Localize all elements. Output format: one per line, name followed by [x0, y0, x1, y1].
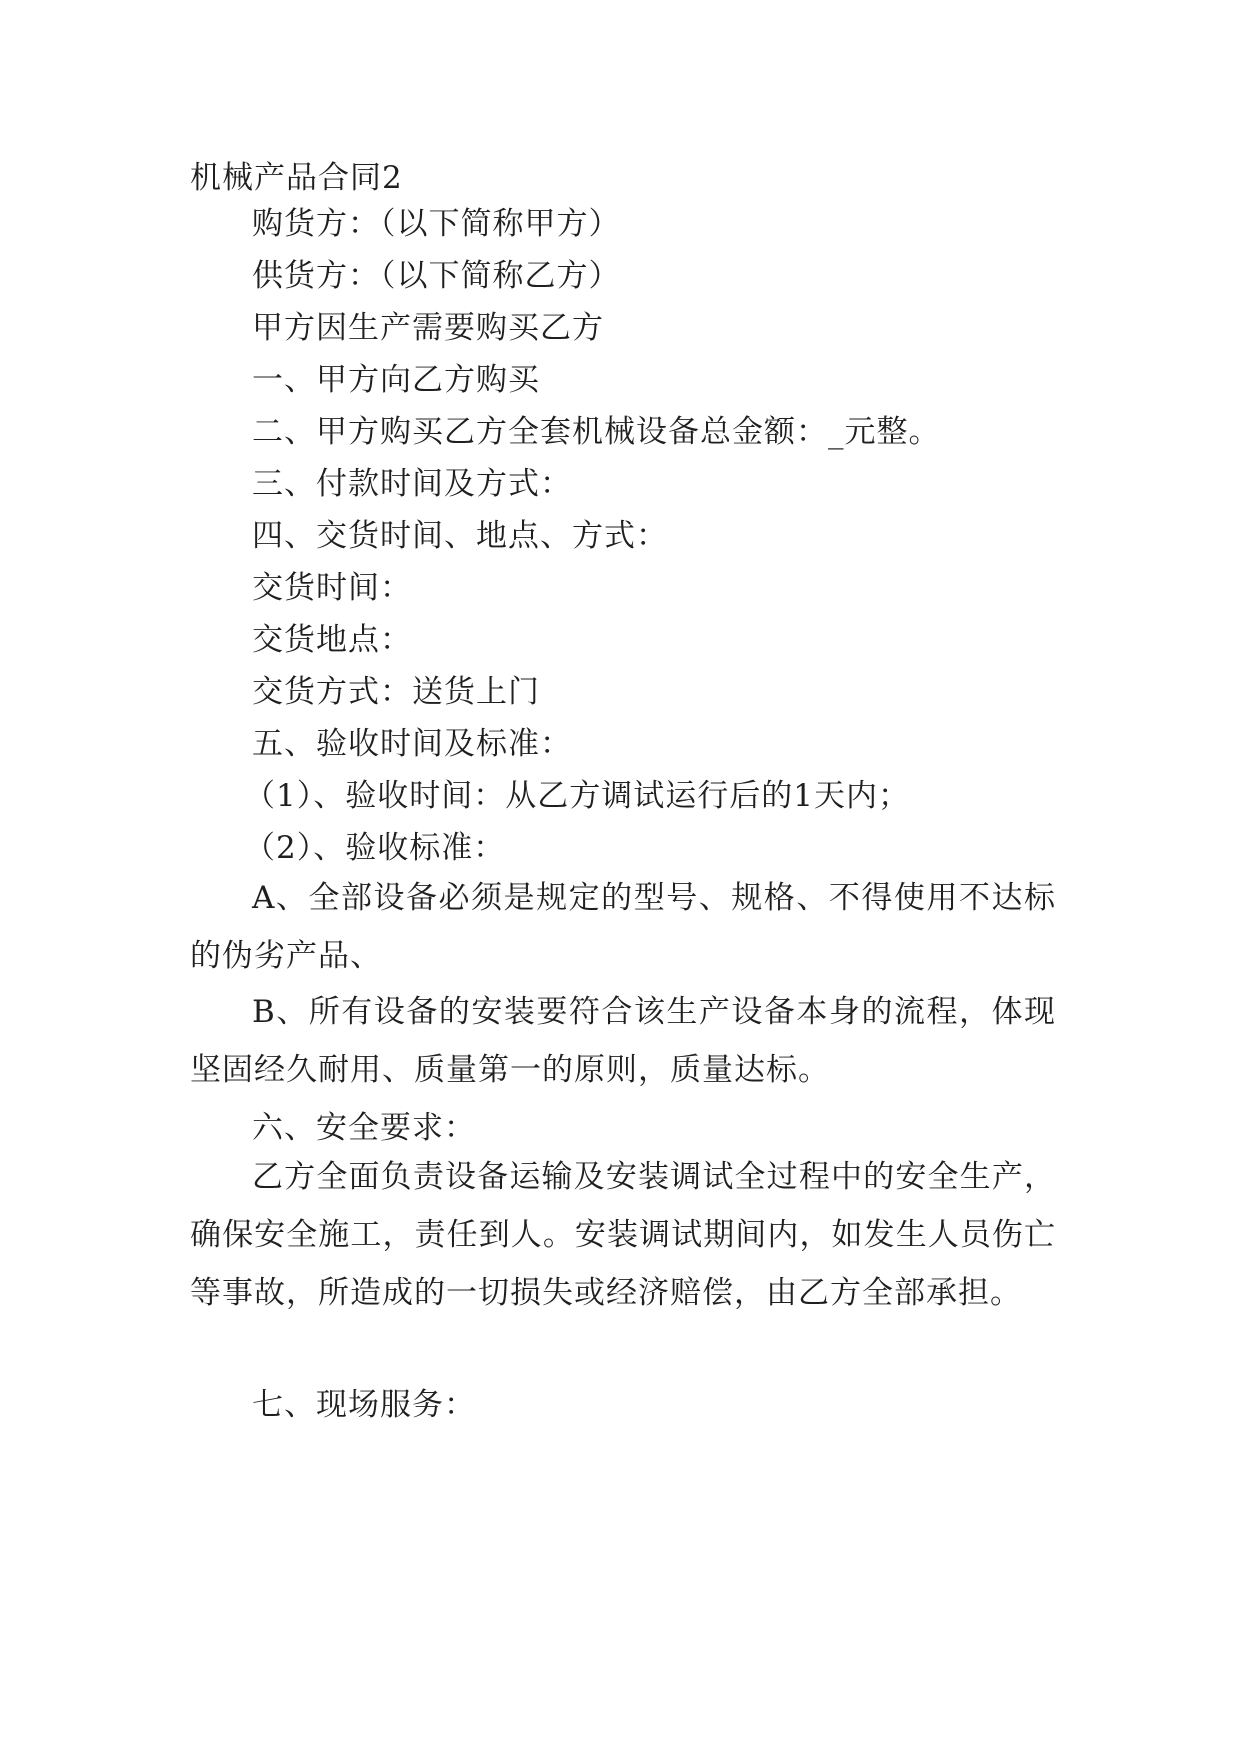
clause-4-delivery: 四、交货时间、地点、方式：	[252, 518, 668, 554]
delivery-time: 交货时间：	[252, 570, 412, 606]
safety-paragraph: 乙方全面负责设备运输及安装调试全过程中的安全生产，确保安全施工，责任到人。安装调试期间内，如发生人员伤亡等事故，所造成的一切损失或经济赔偿，由乙方全部承担。	[190, 1159, 1056, 1311]
standard-b-paragraph: B、所有设备的安装要符合该生产设备本身的流程，体现坚固经久耐用、质量第一的原则，质量达标。	[190, 994, 1056, 1088]
clause-1: 一、甲方向乙方购买	[252, 362, 540, 398]
acceptance-time: （1）、验收时间：从乙方调试运行后的1天内；	[244, 778, 910, 814]
document-title: 机械产品合同2	[190, 160, 403, 196]
standard-a-paragraph: A、全部设备必须是规定的型号、规格、不得使用不达标的伪劣产品、	[190, 880, 1056, 974]
clause-buyer: 购货方：（以下简称甲方）	[252, 206, 621, 242]
clause-7-onsite-service: 七、现场服务：	[252, 1387, 476, 1423]
clause-2-total-amount: 二、甲方购买乙方全套机械设备总金额：_元整。	[252, 414, 941, 450]
clause-6-safety: 六、安全要求：	[252, 1110, 476, 1146]
delivery-place: 交货地点：	[252, 622, 412, 658]
clause-3-payment: 三、付款时间及方式：	[252, 466, 572, 502]
clause-purpose: 甲方因生产需要购买乙方	[252, 310, 604, 346]
clause-5-acceptance: 五、验收时间及标准：	[252, 726, 572, 762]
delivery-method: 交货方式：送货上门	[252, 674, 540, 710]
clause-seller: 供货方：（以下简称乙方）	[252, 258, 621, 294]
acceptance-standard: （2）、验收标准：	[244, 830, 506, 866]
